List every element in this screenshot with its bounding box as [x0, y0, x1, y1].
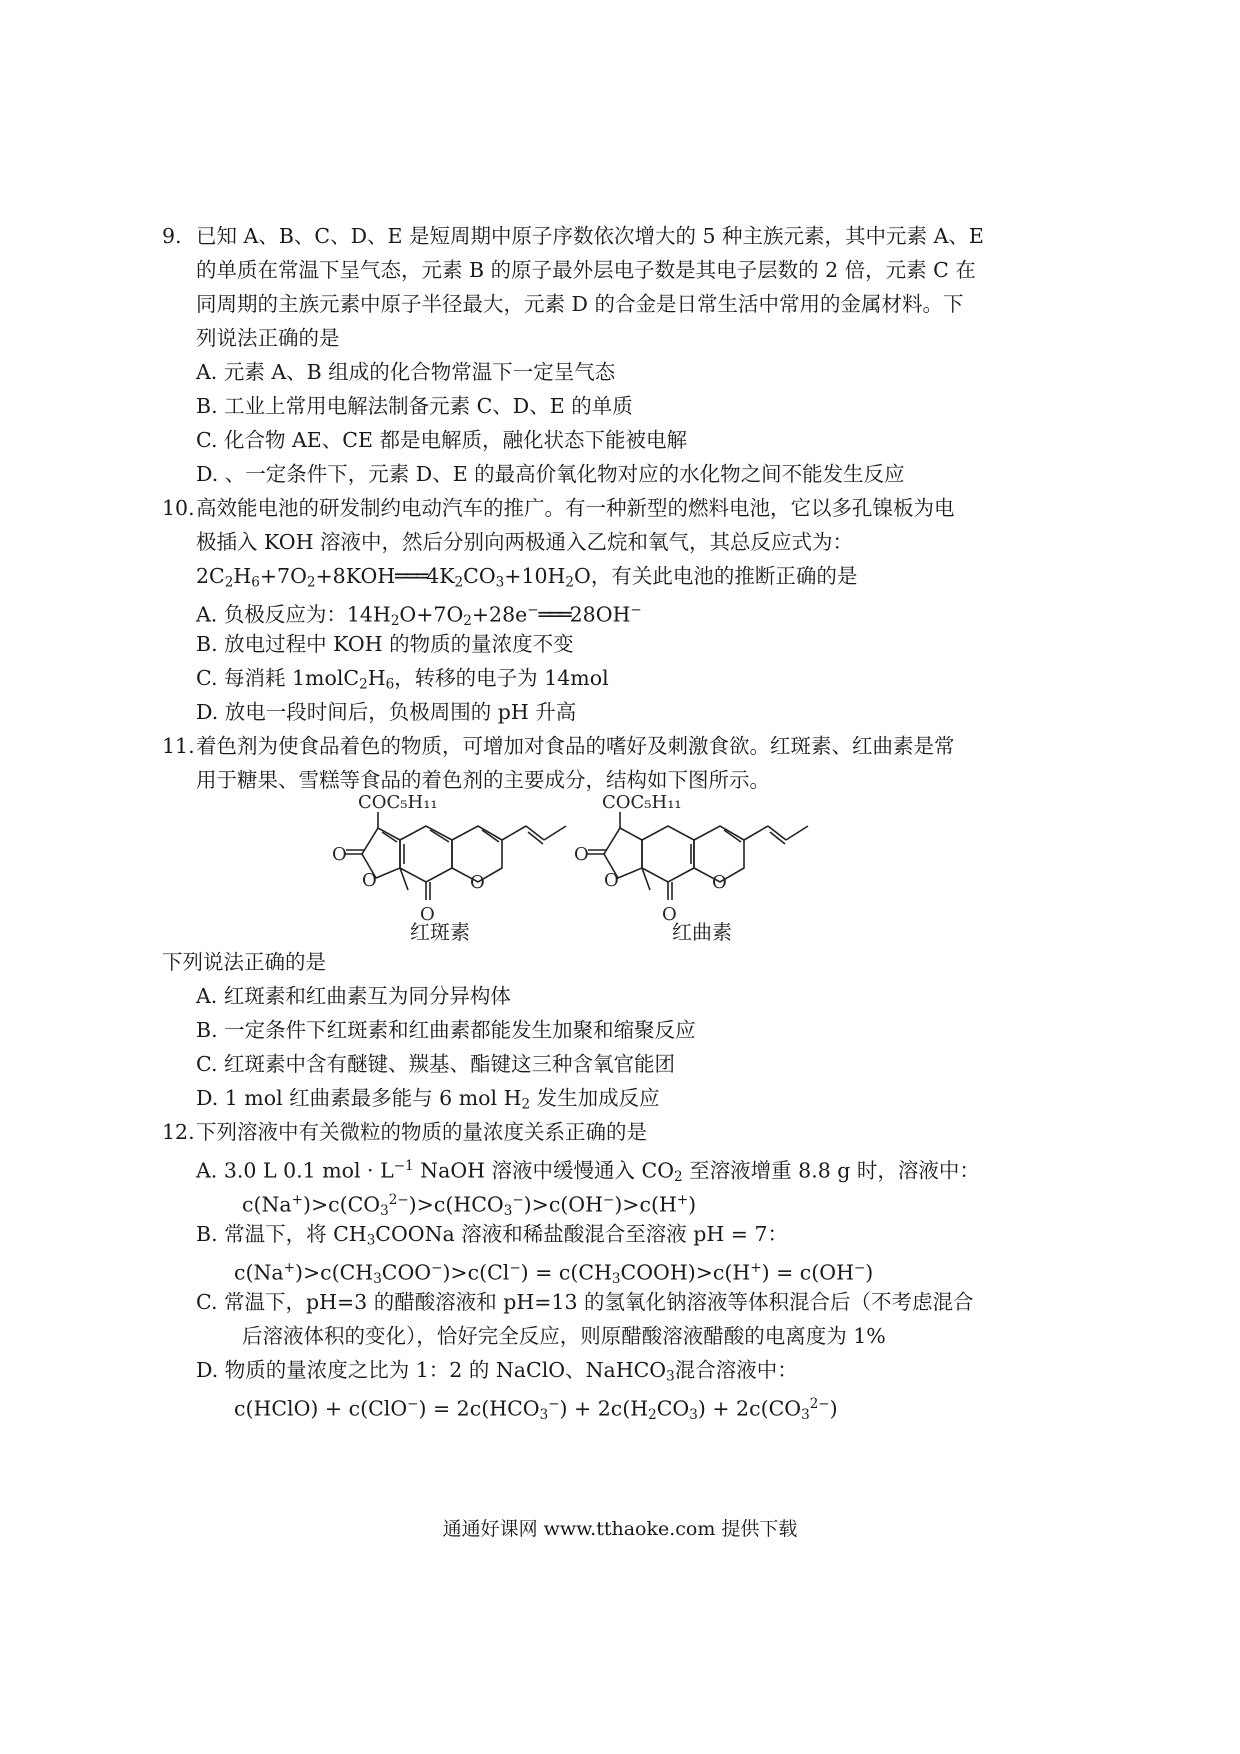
q11-option-c: C. 红斑素中含有醚键、羰基、酯键这三种含氧官能团	[196, 1052, 675, 1076]
q10-option-c-formula: $_2H_6$	[359, 666, 395, 693]
svg-text:O: O	[332, 844, 347, 865]
hongqusu-structure	[572, 790, 822, 930]
q9-option-b: B. 工业上常用电解法制备元素 C、D、E 的单质	[196, 394, 633, 418]
q12-option-a-relation: $c(Na^+)>c(CO_3^{2-})>c(HCO_3^-)>c(OH^-)>c(H^+)$	[242, 1192, 697, 1219]
q11-option-d: D. 1 mol 红曲素最多能与 6 mol $H_2$ 发生加成反应	[196, 1086, 660, 1113]
q12-option-b-post: COONa 溶液和稀盐酸混合至溶液 pH = 7：	[375, 1222, 789, 1246]
hongbansu-substituent: COC₅H₁₁	[358, 792, 438, 813]
hongbansu-structure	[330, 790, 570, 930]
q11-number: 11.	[162, 734, 195, 758]
svg-text:O: O	[470, 872, 485, 893]
q12-option-a: A. 3.0 L 0.1 mol · $L^{-1}$ NaOH 溶液中缓慢通入 $CO_2$ 至溶液增重 8.8 g 时，溶液中：	[196, 1158, 980, 1185]
svg-text:O: O	[662, 904, 677, 925]
svg-text:O: O	[362, 870, 377, 891]
q10-option-c-post: ，转移的电子为 14mol	[394, 666, 609, 690]
q9-option-a: A. 元素 A、B 组成的化合物常温下一定呈气态	[196, 360, 616, 384]
q9-option-c: C. 化合物 AE、CE 都是电解质，融化状态下能被电解	[196, 428, 687, 452]
svg-text:O: O	[712, 872, 727, 893]
page-footer: 通通好课网 www.tthaoke.com 提供下载	[442, 1518, 798, 1540]
q10-number: 10.	[162, 496, 195, 520]
q9-option-d: D. 、一定条件下，元素 D、E 的最高价氧化物对应的水化物之间不能发生反应	[196, 462, 905, 486]
q11-stem-line-2: 用于糖果、雪糕等食品的着色剂的主要成分，结构如下图所示。	[196, 768, 770, 792]
q10-stem-line-1: 高效能电池的研发制约电动汽车的推广。有一种新型的燃料电池，它以多孔镍板为电	[196, 496, 955, 520]
q10-option-a: A. 负极反应为：$14H_2O+7O_2+28e^-═══28OH^-$	[196, 602, 642, 629]
q9-number: 9.	[162, 224, 182, 248]
q9-stem-line-2: 的单质在常温下呈气态，元素 B 的原子最外层电子数是其电子层数的 2 倍，元素 C 在	[196, 258, 976, 282]
svg-text:O: O	[604, 870, 619, 891]
q12-option-a-post: NaOH 溶液中缓慢通入 CO	[413, 1158, 675, 1183]
q12-option-d-post: 混合溶液中：	[674, 1358, 798, 1382]
q11-option-b: B. 一定条件下红斑素和红曲素都能发生加聚和缩聚反应	[196, 1018, 696, 1042]
q11-option-a: A. 红斑素和红曲素互为同分异构体	[196, 984, 511, 1008]
svg-text:O: O	[574, 844, 589, 865]
q11-lead: 下列说法正确的是	[162, 950, 326, 974]
q10-option-d: D. 放电一段时间后，负极周围的 pH 升高	[196, 700, 577, 724]
q10-option-a-label: A. 负极反应为：	[196, 602, 347, 627]
q12-option-b-relation: $c(Na^+)>c(CH_3COO^-)>c(Cl^-)$ = $c(CH_3COOH)>c(H^+) = c(OH^-)$	[234, 1260, 874, 1287]
hongbansu-label: 红斑素	[410, 920, 470, 944]
q12-option-c-line-1: C. 常温下，pH=3 的醋酸溶液和 pH=13 的氢氧化钠溶液等体积混合后（不考虑混合	[196, 1290, 974, 1314]
q12-option-a-tail: 至溶液增重 8.8 g 时，溶液中：	[682, 1158, 980, 1183]
q10-option-b: B. 放电过程中 KOH 的物质的量浓度不变	[196, 632, 574, 656]
q11-option-d-post: 发生加成反应	[530, 1086, 660, 1110]
q12-option-b-pre: B. 常温下，将 CH	[196, 1222, 367, 1246]
q12-option-d-relation: c(HClO) + $c(ClO^-) = 2c(HCO_3^-) + 2c(H_2CO_3) + 2c(CO_3^{2-})$	[234, 1396, 838, 1423]
q12-stem: 下列溶液中有关微粒的物质的量浓度关系正确的是	[196, 1120, 647, 1144]
q10-option-c	[196, 664, 609, 698]
q10-equation: $2C_2H_6+7O_2+8KOH═══4K_2CO_3+10H_2O$，有关此电池的推断正确的是	[196, 564, 858, 591]
q12-option-c-line-2: 后溶液体积的变化），恰好完全反应，则原醋酸溶液醋酸的电离度为 1%	[242, 1324, 886, 1348]
hongqusu-label: 红曲素	[672, 920, 732, 944]
q11-stem-line-1: 着色剂为使食品着色的物质，可增加对食品的嗜好及刺激食欲。红斑素、红曲素是常	[196, 734, 955, 758]
q9-stem-line-1: 已知 A、B、C、D、E 是短周期中原子序数依次增大的 5 种主族元素，其中元素 A、E	[196, 224, 984, 248]
q10-stem-line-2: 极插入 KOH 溶液中，然后分别向两极通入乙烷和氧气，其总反应式为：	[196, 530, 853, 554]
svg-text:O: O	[420, 904, 435, 925]
q10-option-c-pre: C. 每消耗 1molC	[196, 666, 360, 690]
q12-number: 12.	[162, 1120, 195, 1144]
q12-option-d-pre: D. 物质的量浓度之比为 1：2 的 NaClO、NaHCO	[196, 1358, 667, 1382]
q12-option-a-pre: A. 3.0 L 0.1 mol · L	[196, 1158, 394, 1183]
q12-option-d: D. 物质的量浓度之比为 1：2 的 NaClO、NaHCO$_3$混合溶液中：	[196, 1358, 798, 1385]
hongqusu-substituent: COC₅H₁₁	[602, 792, 682, 813]
q9-stem-line-4: 列说法正确的是	[196, 326, 340, 350]
q11-option-d-pre: D. 1 mol 红曲素最多能与 6 mol H	[196, 1086, 522, 1110]
q12-option-b: B. 常温下，将 $CH_3COONa$ 溶液和稀盐酸混合至溶液 pH = 7：	[196, 1222, 789, 1249]
q10-equation-tail: ，有关此电池的推断正确的是	[590, 564, 858, 588]
q9-stem-line-3: 同周期的主族元素中原子半径最大，元素 D 的合金是日常生活中常用的金属材料。下	[196, 292, 964, 316]
